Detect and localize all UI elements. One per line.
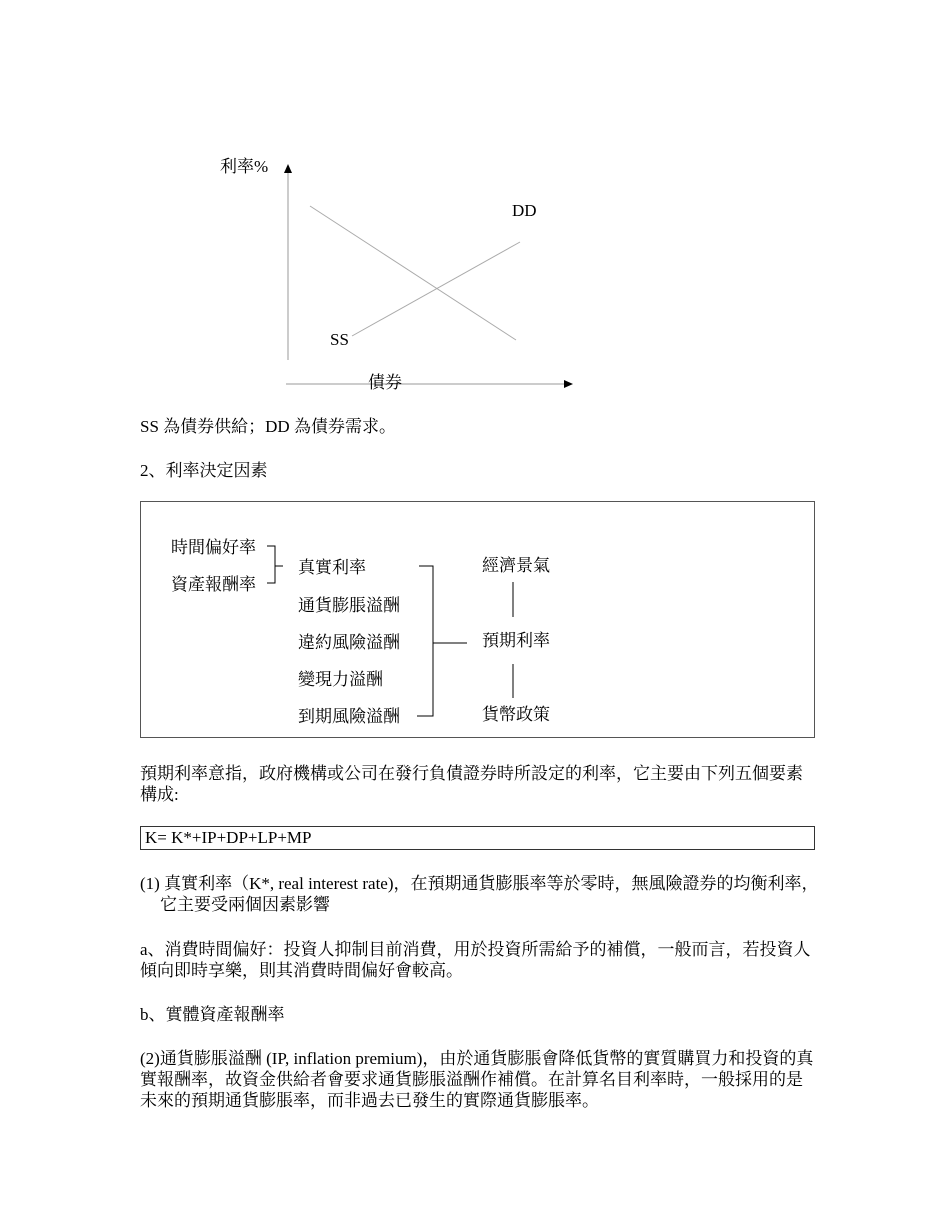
- x-axis-label: 債券: [368, 373, 402, 392]
- item-b: b、實體資產報酬率: [140, 1005, 285, 1024]
- formula-box: [140, 826, 815, 850]
- bond-market-graph: [200, 150, 600, 400]
- formula-text: K= K*+IP+DP+LP+MP: [145, 828, 312, 847]
- inflation-item: (2)通貨膨脹溢酬 (IP, inflation premium)，由於通貨膨脹會降低貨幣的實質購買力和投資的真實報酬率，故資金供給者會要求通貨膨脹溢酬作補償。在計算名目利率時，一般採用的是未來的預期通貨膨脹率，而非過去已發生的實際通貨膨脹率。: [140, 1049, 814, 1110]
- label-real-rate: 真實利率: [298, 558, 366, 578]
- x-axis-arrow-icon: [564, 380, 573, 388]
- item-a: a、消費時間偏好：投資人抑制目前消費，用於投資所需給予的補償，一般而言，若投資人傾向即時享樂，則其消費時間偏好會較高。: [140, 940, 811, 980]
- factor-diagram: [140, 501, 815, 738]
- real-rate-item: (1) 真實利率（K*, real interest rate)，在預期通貨膨脹率等於零時，無風險證券的均衡利率，它主要受兩個因素影響: [140, 874, 819, 914]
- label-inflation-premium: 通貨膨脹溢酬: [298, 596, 400, 616]
- label-maturity-premium: 到期風險溢酬: [298, 707, 400, 727]
- y-axis-label: 利率%: [220, 157, 269, 176]
- supply-curve: [352, 242, 520, 336]
- dd-label: DD: [512, 201, 537, 220]
- label-monetary-policy: 貨幣政策: [482, 705, 550, 725]
- section-heading: 2、利率決定因素: [140, 461, 268, 480]
- label-economy: 經濟景氣: [482, 556, 550, 576]
- label-expected-rate: 預期利率: [482, 631, 550, 651]
- demand-curve: [310, 206, 516, 340]
- label-asset-return: 資產報酬率: [171, 575, 256, 595]
- label-default-premium: 違約風險溢酬: [298, 633, 400, 653]
- label-liquidity-premium: 變現力溢酬: [298, 670, 383, 690]
- ss-label: SS: [330, 330, 349, 349]
- y-axis-arrow-icon: [284, 164, 292, 173]
- graph-caption: SS 為債券供給；DD 為債券需求。: [140, 417, 396, 436]
- label-time-preference: 時間偏好率: [171, 538, 256, 558]
- expected-rate-definition: 預期利率意指，政府機構或公司在發行負債證券時所設定的利率，它主要由下列五個要素構成:: [140, 764, 803, 804]
